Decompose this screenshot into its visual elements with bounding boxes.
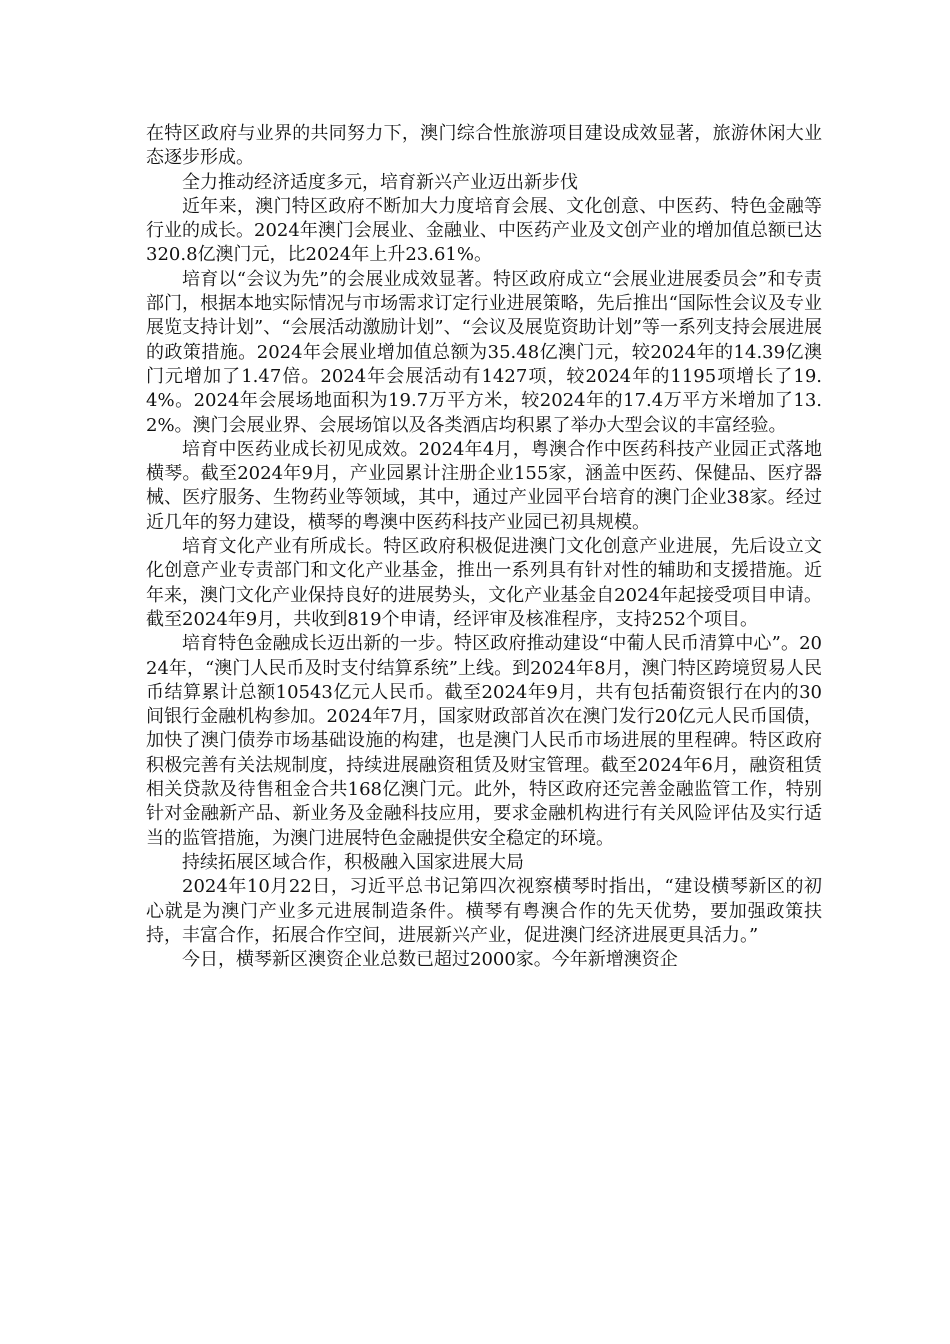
paragraph-tcm: 培育中医药业成长初见成效。2024年4月，粤澳合作中医药科技产业园正式落地横琴。截至2024年9月，产业园累计注册企业155家，涵盖中医药、保健品、医疗器械、医疗服务、生物药业等领域，其中，通过产业园平台培育的澳门企业38家。经过近几年的努力建设，横琴的粤澳中医药科技产业园已初具规模。: [146, 438, 822, 533]
paragraph-hengqin-enterprises: 今日，横琴新区澳资企业总数已超过2000家。今年新增澳资企: [182, 949, 678, 971]
paragraph-intro: 在特区政府与业界的共同努力下，澳门综合性旅游项目建设成效显著，旅游休闲大业态逐步形成。: [146, 123, 822, 169]
paragraph-culture: 培育文化产业有所成长。特区政府积极促进澳门文化创意产业进展，先后设立文化创意产业专责部门和文化产业基金，推出一系列具有针对性的辅助和支援措施。近年来，澳门文化产业保持良好的进展势头，文化产业基金自2024年起接受项目申请。截至2024年9月，共收到819个申请，经评审及核准程序，支持252个项目。: [146, 536, 822, 630]
paragraph-overview: 近年来，澳门特区政府不断加大力度培育会展、文化创意、中医药、特色金融等行业的成长。2024年澳门会展业、金融业、中医药产业及文创产业的增加值总额已达320.8亿澳门元，比2024年上升23.61%。: [146, 195, 822, 266]
paragraph-hengqin-visit: 2024年10月22日，习近平总书记第四次视察横琴时指出，“建设横琴新区的初心就是为澳门产业多元进展制造条件。横琴有粤澳合作的先天优势，要加强政策扶持，丰富合作，拓展合作空间，进展新兴产业，促进澳门经济进展更具活力。”: [146, 876, 822, 946]
section-heading-regional: 持续拓展区域合作，积极融入国家进展大局: [182, 851, 524, 873]
section-heading-diversification: 全力推动经济适度多元，培育新兴产业迈出新步伐: [182, 171, 578, 193]
document-page: [146, 122, 822, 972]
paragraph-mice: 培育以“会议为先”的会展业成效显著。特区政府成立“会展业进展委员会”和专责部门，根据本地实际情况与市场需求订定行业进展策略，先后推出“国际性会议及专业展览支持计划”、“会展活动激励计划”、“会议及展览资助计划”等一系列支持会展进展的政策措施。2024年会展业增加值总额为35.48亿澳门元，较2024年的14.39亿澳门元增加了1.47倍。2024年会展活动有1427项，较2024年的1195项增长了19.4%。2024年会展场地面积为19.7万平方米，较2024年的17.4万平方米增加了13.2%。澳门会展业界、会展场馆以及各类酒店均积累了举办大型会议的丰富经验。: [146, 268, 823, 436]
paragraph-finance: 培育特色金融成长迈出新的一步。特区政府推动建设“中葡人民币清算中心”。2024年，“澳门人民币及时支付结算系统”上线。到2024年8月，澳门特区跨境贸易人民币结算累计总额10543亿元人民币。截至2024年9月，共有包括葡资银行在内的30间银行金融机构参加。2024年7月，国家财政部首次在澳门发行20亿元人民币国债，加快了澳门债券市场基础设施的构建，也是澳门人民币市场进展的里程碑。特区政府积极完善有关法规制度，持续进展融资租赁及财宝管理。截至2024年6月，融资租赁相关贷款及待售租金合共168亿澳门元。此外，特区政府还完善金融监管工作，特别针对金融新产品、新业务及金融科技应用，要求金融机构进行有关风险评估及实行适当的监管措施，为澳门进展特色金融提供安全稳定的环境。: [146, 633, 822, 849]
